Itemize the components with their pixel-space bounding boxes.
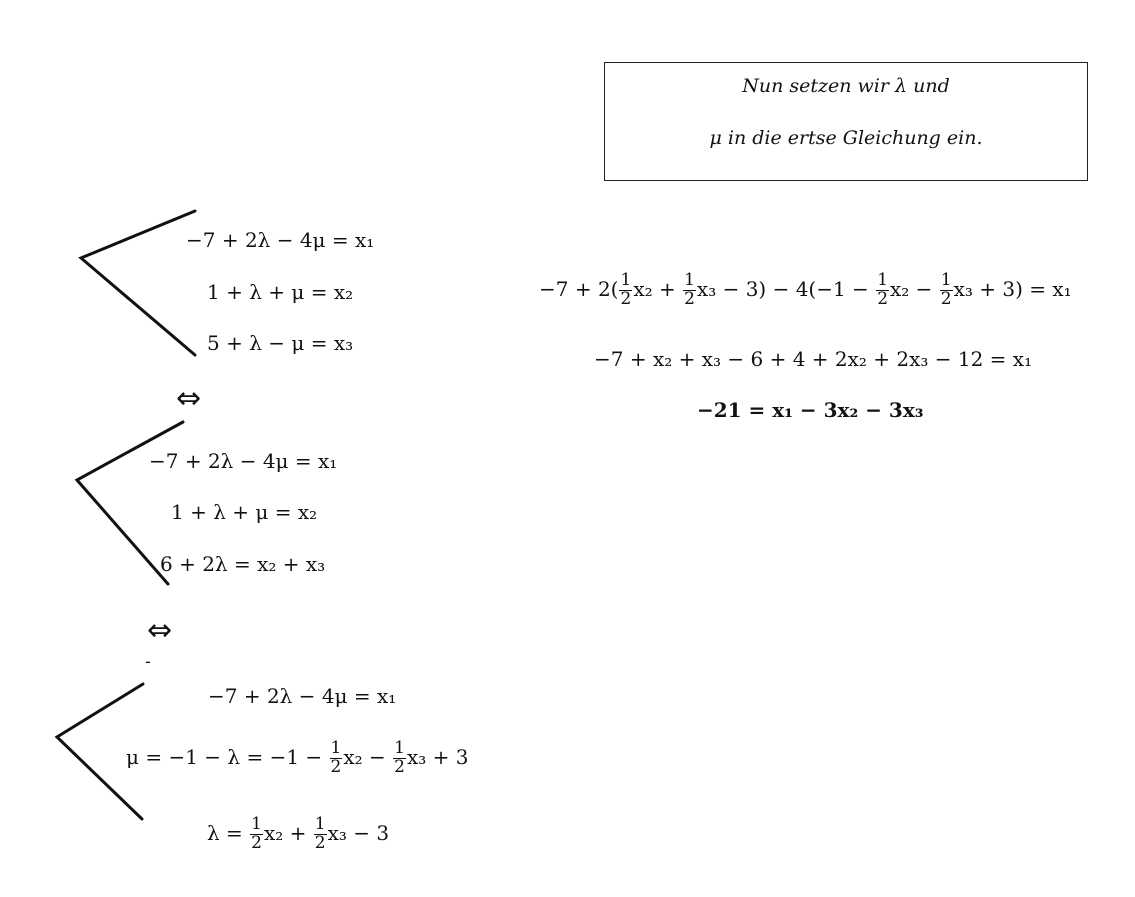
fraction-numerator: 1 <box>314 814 326 834</box>
fraction-numerator: 1 <box>940 270 952 290</box>
fraction <box>330 740 343 777</box>
substitution-line-1 <box>539 272 1072 309</box>
system3-equation-2 <box>126 740 468 777</box>
system2-equation-2: 1 + λ + μ = x₂ <box>171 500 318 524</box>
fraction-denominator: 2 <box>877 288 889 309</box>
eq-text: x₃ + 3) = x₁ <box>953 276 1072 301</box>
fraction-numerator: 1 <box>394 738 405 758</box>
result-equation: −21 = x₁ − 3x₂ − 3x₃ <box>697 398 924 422</box>
fraction-numerator: 1 <box>620 270 632 290</box>
note-line-1: Nun setzen wir λ und <box>742 75 950 97</box>
eq-text: x₂ + <box>263 820 307 845</box>
fraction <box>683 272 696 309</box>
fraction-denominator: 2 <box>940 288 952 309</box>
fraction-numerator: 1 <box>684 270 695 290</box>
fraction-numerator: 1 <box>251 814 262 834</box>
eq-text: −7 + 2( <box>539 276 619 301</box>
fraction <box>250 816 263 853</box>
stray-dash-mark: - <box>145 652 151 671</box>
eq-text: x₃ − 3) − 4(−1 − <box>696 276 869 301</box>
system1-equation-2: 1 + λ + μ = x₂ <box>207 280 354 304</box>
fraction-denominator: 2 <box>620 288 632 309</box>
eq-text: x₂ + <box>633 276 676 301</box>
eq-text: x₂ − <box>890 276 933 301</box>
eq-text: x₃ + 3 <box>406 744 469 769</box>
fraction-denominator: 2 <box>394 756 405 777</box>
eq-text: λ = <box>207 820 243 845</box>
system1-equation-1: −7 + 2λ − 4μ = x₁ <box>186 228 375 252</box>
fraction-denominator: 2 <box>330 756 342 777</box>
note-line-2: μ in die ertse Gleichung ein. <box>709 127 983 149</box>
system3-equation-1: −7 + 2λ − 4μ = x₁ <box>208 684 397 708</box>
substitution-line-2: −7 + x₂ + x₃ − 6 + 4 + 2x₂ + 2x₃ − 12 = x₁ <box>594 347 1033 371</box>
fraction-denominator: 2 <box>684 288 695 309</box>
fraction-denominator: 2 <box>251 832 262 853</box>
fraction-numerator: 1 <box>330 738 342 758</box>
fraction <box>619 272 632 309</box>
system3-equation-3 <box>207 816 389 853</box>
bracket-system-1 <box>81 211 195 355</box>
fraction-denominator: 2 <box>314 832 326 853</box>
equivalence-arrow-icon: ⇔ <box>176 381 202 416</box>
eq-text: x₂ − <box>343 744 386 769</box>
system1-equation-3: 5 + λ − μ = x₃ <box>207 331 354 355</box>
fraction <box>393 740 406 777</box>
fraction <box>876 272 889 309</box>
system2-equation-1: −7 + 2λ − 4μ = x₁ <box>149 449 338 473</box>
eq-text: μ = −1 − λ = −1 − <box>126 744 323 769</box>
fraction <box>314 816 327 853</box>
fraction <box>940 272 953 309</box>
fraction-numerator: 1 <box>877 270 889 290</box>
system2-equation-3: 6 + 2λ = x₂ + x₃ <box>160 552 326 576</box>
eq-text: x₃ − 3 <box>327 820 390 845</box>
equivalence-arrow-icon: ⇔ <box>147 613 173 648</box>
note-box <box>604 62 1088 181</box>
